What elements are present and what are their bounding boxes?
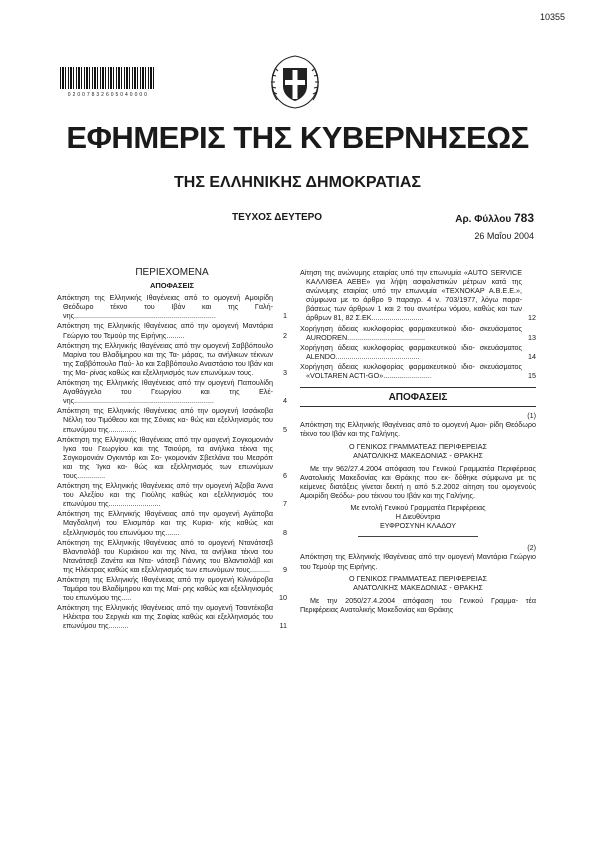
- decision-title: Απόκτηση της Ελληνικής Ιθαγένειας από την ομογενή Μαντάρια Γεώργιο του Τεμούρ της Ειρήνης.: [300, 552, 536, 571]
- toc-entry-page: 7: [283, 499, 287, 509]
- signature-line: Με εντολή Γενικού Γραμματέα Περιφέρειας: [350, 503, 486, 513]
- sheet-label: Αρ. Φύλλου: [455, 214, 512, 225]
- signature-line: Η Διευθύντρια: [395, 512, 441, 522]
- toc-entry-text: Απόκτηση της Ελληνικής Ιθαγένειας από το ομογενή Αμοιρίδη Θεόδωρο τέκνο του Ιβάν και της Γαλή- νης.......................................................................: [57, 293, 273, 321]
- toc-entry: [57, 321, 287, 339]
- authority-line: Ο ΓΕΝΙΚΟΣ ΓΡΑΜΜΑΤΕΑΣ ΠΕΡΙΦΕΡΕΙΑΣ: [349, 573, 487, 583]
- divider: [300, 406, 536, 407]
- authority-line: ΑΝΑΤΟΛΙΚΗΣ ΜΑΚΕΔΟΝΙΑΣ - ΘΡΑΚΗΣ: [353, 450, 483, 460]
- toc-entry: [57, 435, 287, 480]
- toc-entry-page: 13: [528, 332, 536, 342]
- toc-entry-page: 6: [283, 470, 287, 480]
- decision-title: Απόκτηση της Ελληνικής Ιθαγένειας από το ομογενή Αμοι- ρίδη Θεόδωρο τέκνο του Ιβάν και της Γαλήνης.: [300, 420, 536, 439]
- toc-entry-text: Απόκτηση της Ελληνικής Ιθαγένειας από την ομογενή Ισσάκοβα Νέλλη του Τιμόθεου και της Σόνιας κα- θώς και εξελληνισμός του επωνύμου της..............: [57, 406, 273, 434]
- toc-entry-text: Απόκτηση της Ελληνικής Ιθαγένειας από την ομογενή Σογκομονιάν Ιγκα του Γεωργίου και της Τσιούρη, τα ανήλικα τέκνα της Σογκομονιάν Ογκιντάρ και Σο- γκομονιάν Σβετλάνα του Μεσρόπ και της Ίγκα κα- θώς και εξελληνισμός των επωνύμων τους..............: [57, 434, 273, 480]
- toc-entry-page: 4: [283, 396, 287, 406]
- toc-entry: [300, 268, 536, 323]
- divider: [300, 387, 536, 388]
- contents-column-left: [57, 268, 287, 632]
- page-title: ΕΦΗΜΕΡΙΣ ΤΗΣ ΚΥΒΕΡΝΗΣΕΩΣ: [66, 120, 529, 155]
- decision-body: Με την 962/27.4.2004 απόφαση του Γενικού Γραμματέα Περιφέρειας Ανατολικής Μακεδονίας και Θράκης που εκ- δόθηκε σύμφωνα με τις κείμενες διατάξεις γίνεται δεκτή η από 5.2.2002 αίτηση του ομογενούς Αμοιρίδη Θεόδω- ρου τέκνου του Ιβάν και της Γαλήνης.: [300, 463, 536, 500]
- toc-entry-text: Απόκτηση της Ελληνικής Ιθαγένειας από το ομογενή Ντανάτσεβ Βλαντισλάβ του Κυριάκου και της Νίνα, τα ανήλικα τέκνα του Ντανάτσεβ Ζανέτα και Ντα- νάτσεβ Γιάννης του Βλαντισλάβ και της Ηλέκτρας καθώς και εξελληνισμός των επωνύμων τους..........: [57, 537, 273, 574]
- page-number: 10355: [539, 12, 565, 22]
- toc-entry-page: 9: [283, 564, 287, 574]
- issue-label: ΤΕΥΧΟΣ ΔΕΥΤΕΡΟ: [232, 212, 323, 223]
- decision-number: (1): [527, 411, 536, 421]
- toc-list: [57, 293, 287, 630]
- toc-entry-text: Απόκτηση της Ελληνικής Ιθαγένειας από την ομογενή Άζοβα Άννα του Αλεξίου και της Γιούλης καθώς και εξελληνισμός του επωνύμου της..........................: [57, 481, 273, 509]
- toc-entry-text: Απόκτηση της Ελληνικής Ιθαγένειας από την ομογενή Κιλινάροβα Ταμάρα του Βλαδίμηρου και της Μαί- ρης καθώς και εξελληνισμός του επωνύμου της.....: [57, 575, 273, 603]
- toc-entry: [300, 362, 536, 380]
- toc-entry-page: 3: [283, 367, 287, 377]
- divider: [358, 536, 478, 537]
- toc-entry: [300, 324, 536, 342]
- decisions-section-heading: ΑΠΟΦΑΣΕΙΣ: [388, 392, 448, 404]
- toc-entry-page: 11: [279, 621, 287, 631]
- barcode-number: 0 2 0 0 7 8 3 2 6 0 5 0 4 0 0 0 0: [67, 92, 148, 98]
- toc-entry: [57, 481, 287, 508]
- sheet-number: [455, 211, 534, 225]
- toc-entry-text: Απόκτηση της Ελληνικής Ιθαγένειας από την ομογενή Τσαντέκοβα Ηλέκτρα του Σεργκέι και της Σοφίας καθώς και εξελληνισμός του επωνύμου της..........: [57, 603, 273, 631]
- toc-entry: [57, 603, 287, 630]
- decision-1: [300, 411, 536, 530]
- toc-entry-text: Απόκτηση της Ελληνικής Ιθαγένειας από την ομογενή Αγάποβα Μαγδαληνή του Ελισμπάρ και της Κυρια- κής καθώς και εξελληνισμός του επωνύμου της.......: [57, 509, 273, 537]
- contents-heading: ΠΕΡΙΕΧΟΜΕΝΑ: [135, 267, 209, 278]
- toc-entry: [57, 509, 287, 536]
- toc-entry-text: Απόκτηση της Ελληνικής Ιθαγένειας από την ομογενή Μαντάρια Γεώργιο του Τεμούρ της Ειρήνης.........: [57, 321, 273, 340]
- toc-entry-text: Απόκτηση της Ελληνικής Ιθαγένειας από την ομογενή Παπουλίδη Αγαθάγγελο του Γεωργίου και της Ελέ- νης......................................................................: [57, 378, 273, 406]
- toc-entry: [57, 406, 287, 433]
- contents-column-right: [300, 268, 536, 614]
- toc-entry-page: 14: [528, 351, 536, 361]
- toc-entry-text: Χορήγηση άδειας κυκλοφορίας φαρμακευτικού ιδιο- σκευάσματος «VOLTAREN ACTI-GO»........................: [300, 361, 522, 381]
- toc-entry: [57, 293, 287, 320]
- decision-2: [300, 543, 536, 614]
- toc-list: [300, 268, 536, 380]
- page-subtitle: ΤΗΣ ΕΛΛΗΝΙΚΗΣ ΔΗΜΟΚΡΑΤΙΑΣ: [174, 174, 421, 191]
- toc-entry: [57, 341, 287, 377]
- toc-entry-page: 8: [283, 527, 287, 537]
- authority-line: Ο ΓΕΝΙΚΟΣ ΓΡΑΜΜΑΤΕΑΣ ΠΕΡΙΦΕΡΕΙΑΣ: [349, 441, 487, 451]
- toc-entry-page: 5: [283, 424, 287, 434]
- toc-entry: [57, 538, 287, 574]
- decision-number: (2): [527, 543, 536, 553]
- sheet-number-value: 783: [513, 211, 534, 225]
- authority-line: ΑΝΑΤΟΛΙΚΗΣ ΜΑΚΕΔΟΝΙΑΣ - ΘΡΑΚΗΣ: [353, 582, 483, 592]
- toc-entry: [57, 378, 287, 405]
- barcode: [60, 67, 155, 89]
- signature-name: ΕΥΦΡΟΣΥΝΗ ΚΛΑΔΟΥ: [379, 521, 457, 531]
- toc-entry-text: Αίτηση της ανώνυμης εταιρίας υπό την επωνυμία «AUTO SERVICE ΚΑΛΛΙΘΕΑ ΑΕΒΕ» για λήψη ασφαλιστικών μέτρων κατά της ανώνυμης εταιρίας υπό την επωνυμία «ΤΕΧΝΟΚΑΡ Α.Β.Ε.Ε.», σύμφωνα με το άρθρο 9 παραγρ. 4 ν. 703/1977, λόγω παρα- βάσεως των άρθρων 1 και 2 του ανωτέρω νόμου, καθώς και των άρθρων 81, 82 Σ.ΕΚ..........................: [300, 268, 522, 323]
- toc-entry-page: 1: [283, 311, 287, 321]
- toc-entry-text: Απόκτηση της Ελληνικής Ιθαγένειας από την ομογενή Σαββόπουλο Μαρίνα του Βλαδίμηρου και της Τα- μάρας, τω ανήλικων τέκνων της Σαββόπουλο Παύ- λο και Σαββόπουλο Αναστάσιο του Ιβάν και της Μα- ρίνας καθώς και εξελληνισμός των επωνύμων τους.: [57, 340, 273, 377]
- decision-body: Με την 2050/27.4.2004 απόφαση του Γενικού Γραμμα- τέα Περιφέρειας Ανατολικής Μακεδονίας και Θράκης: [300, 595, 536, 614]
- toc-entry: [57, 575, 287, 602]
- toc-entry-page: 12: [528, 313, 536, 323]
- greek-coat-of-arms-icon: [263, 50, 327, 114]
- toc-entry-page: 10: [279, 593, 287, 603]
- toc-entry-page: 2: [283, 330, 287, 340]
- toc-entry-text: Χορήγηση άδειας κυκλοφορίας φαρμακευτικού ιδιο- σκευάσματος ALENDO..........................................: [300, 342, 522, 361]
- toc-entry: [300, 343, 536, 361]
- decisions-heading: ΑΠΟΦΑΣΕΙΣ: [149, 281, 195, 291]
- toc-entry-page: 15: [528, 371, 536, 381]
- toc-entry-text: Χορήγηση άδειας κυκλοφορίας φαρμακευτικού ιδιο- σκευάσματος AURODREN.......................................: [300, 323, 522, 342]
- issue-date: 26 Μαΐου 2004: [474, 231, 534, 241]
